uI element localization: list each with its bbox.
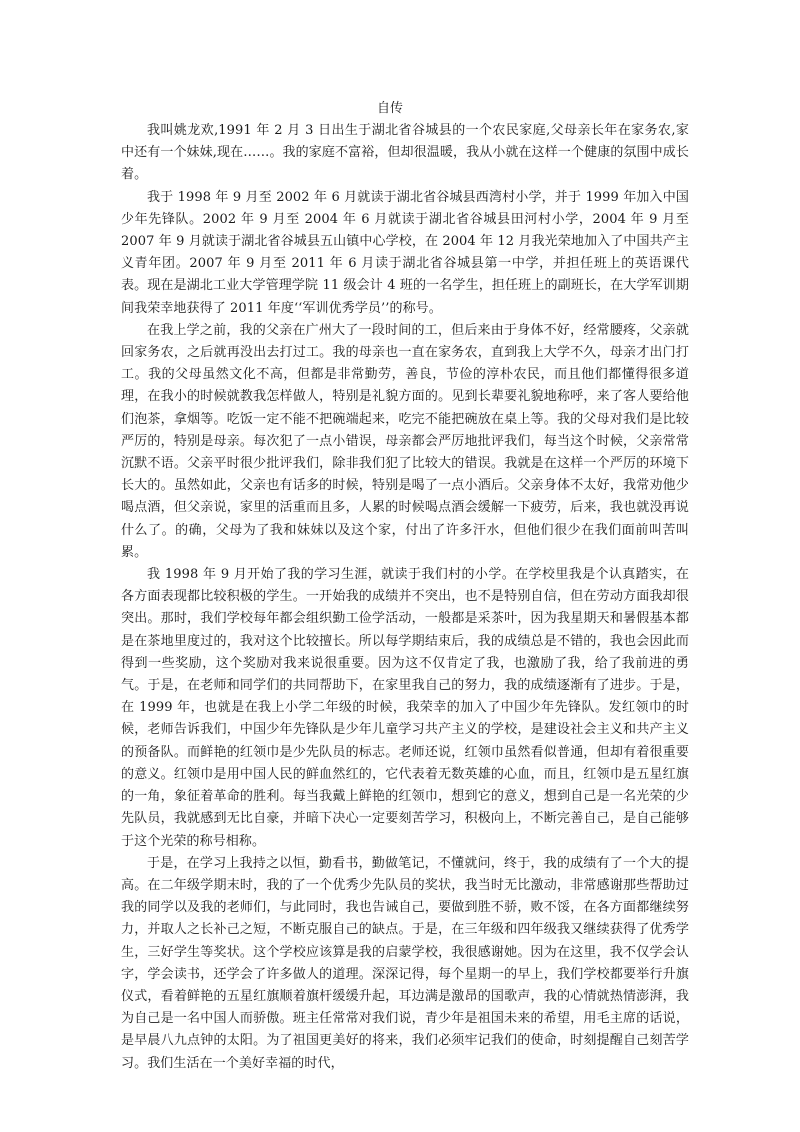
document-title: 自传 bbox=[376, 101, 403, 116]
paragraph-intro: 我叫姚龙欢,1991 年 2 月 3 日出生于湖北省谷城县的一个农民家庭,父母亲长年在家务农,家中还有一个妹妹,现在……。我的家庭不富裕，但却很温暖，我从小就在这样一个健康的氛围中成长着。 bbox=[121, 123, 689, 183]
paragraph-study: 于是，在学习上我持之以恒，勤看书，勤做笔记，不懂就问，终于，我的成绩有了一个大的提高。在二年级学期末时，我的了一个优秀少先队员的奖状，我当时无比激动，非常感谢那些帮助过我的同学以及我的老师们，与此同时，我也告诫自己，要做到胜不骄，败不馁，在各方面都继续努力，并取人之长补己之短，不断克服自己的缺点。于是，在三年级和四年级我又继续获得了优秀学生，三好学生等奖状。这个学校应该算是我的启蒙学校，我很感谢她。因为在这里，我不仅学会认字，学会读书，还学会了许多做人的道理。深深记得，每个星期一的早上，我们学校都要举行升旗仪式，看着鲜艳的五星红旗顺着旗杆缓缓升起，耳边满是激昂的国歌声，我的心情就热情澎湃，我为自己是一名中国人而骄傲。班主任常常对我们说，青少年是祖国未来的希望，用毛主席的话说，是早晨八九点钟的太阳。为了祖国更美好的将来，我们必须牢记我们的使命，时刻提醒自己刻苦学习。我们生活在一个美好幸福的时代， bbox=[121, 855, 689, 1071]
paragraph-education: 我于 1998 年 9 月至 2002 年 6 月就读于湖北省谷城县西湾村小学，并于 1999 年加入中国少年先锋队。2002 年 9 月至 2004 年 6 月就读于湖北省谷城县田河村小学，2004 年 9 月至 2007 年 9 月就读于湖北省谷城县五山镇中心学校，在 2004 年 12 月我光荣地加入了中国共产主义青年团。2007 年 9 月至 2011 年 6 月读于湖北省谷城县第一中学，并担任班上的英语课代表。现在是湖北工业大学管理学院 11 级会计 4 班的一名学生，担任班上的副班长，在大学军训期间我荣幸地获得了 2011 年度‘‘军训优秀学员’’的称号。 bbox=[121, 189, 689, 316]
document-page bbox=[121, 98, 689, 1075]
paragraph-primary-school: 我 1998 年 9 月开始了我的学习生涯，就读于我们村的小学。在学校里我是个认真踏实，在各方面表现都比较积极的学生。一开始我的成绩并不突出，也不是特别自信，但在劳动方面我却很突出。那时，我们学校每年都会组织勤工俭学活动，一般都是采茶叶，因为我星期天和暑假基本都是在茶地里度过的，我对这个比较擅长。所以每学期结束后，我的成绩总是不错的，我也会因此而得到一些奖励，这个奖励对我来说很重要。因为这不仅肯定了我，也激励了我，给了我前进的勇气。于是，在老师和同学们的共同帮助下，在家里我自己的努力，我的成绩逐渐有了进步。于是，在 1999 年，也就是在我上小学二年级的时候，我荣幸的加入了中国少年先锋队。发红领巾的时候，老师告诉我们，中国少年先锋队是少年儿童学习共产主义的学校，是建设社会主义和共产主义的预备队。而鲜艳的红领巾是少先队员的标志。老师还说，红领巾虽然看似普通，但却有着很重要的意义。红领巾是用中国人民的鲜血然红的，它代表着无数英雄的心血，而且，红领巾是五星红旗的一角，象征着革命的胜利。每当我戴上鲜艳的红领巾，想到它的意义，想到自己是一名光荣的少先队员，我就感到无比自豪，并暗下决心一定要刻苦学习，积极向上，不断完善自己，是自己能够于这个光荣的称号相称。 bbox=[121, 567, 689, 849]
paragraph-family: 在我上学之前，我的父亲在广州大了一段时间的工，但后来由于身体不好，经常腰疼，父亲就回家务农，之后就再没出去打过工。我的母亲也一直在家务农，直到我上大学不久，母亲才出门打工。我的父母虽然文化不高，但都是非常勤劳，善良，节俭的淳朴农民，而且他们都懂得很多道理，在我小的时候就教我怎样做人，特别是礼貌方面的。见到长辈要礼貌地称呼，来了客人要给他们泡茶，拿烟等。吃饭一定不能不把碗端起来，吃完不能把碗放在桌上等。我的父母对我们是比较严厉的，特别是母亲。每次犯了一点小错误，母亲都会严厉地批评我们，每当这个时候，父亲常常沉默不语。父亲平时很少批评我们，除非我们犯了比较大的错误。我就是在这样一个严厉的环境下长大的。虽然如此，父亲也有话多的时候，特别是喝了一点小酒后。父亲身体不太好，我常劝他少喝点酒，但父亲说，家里的活重而且多，人累的时候喝点酒会缓解一下疲劳，后来，我也就没再说什么了。的确，父母为了我和妹妹以及这个家，付出了许多汗水，但他们很少在我们面前叫苦叫累。 bbox=[121, 322, 689, 560]
